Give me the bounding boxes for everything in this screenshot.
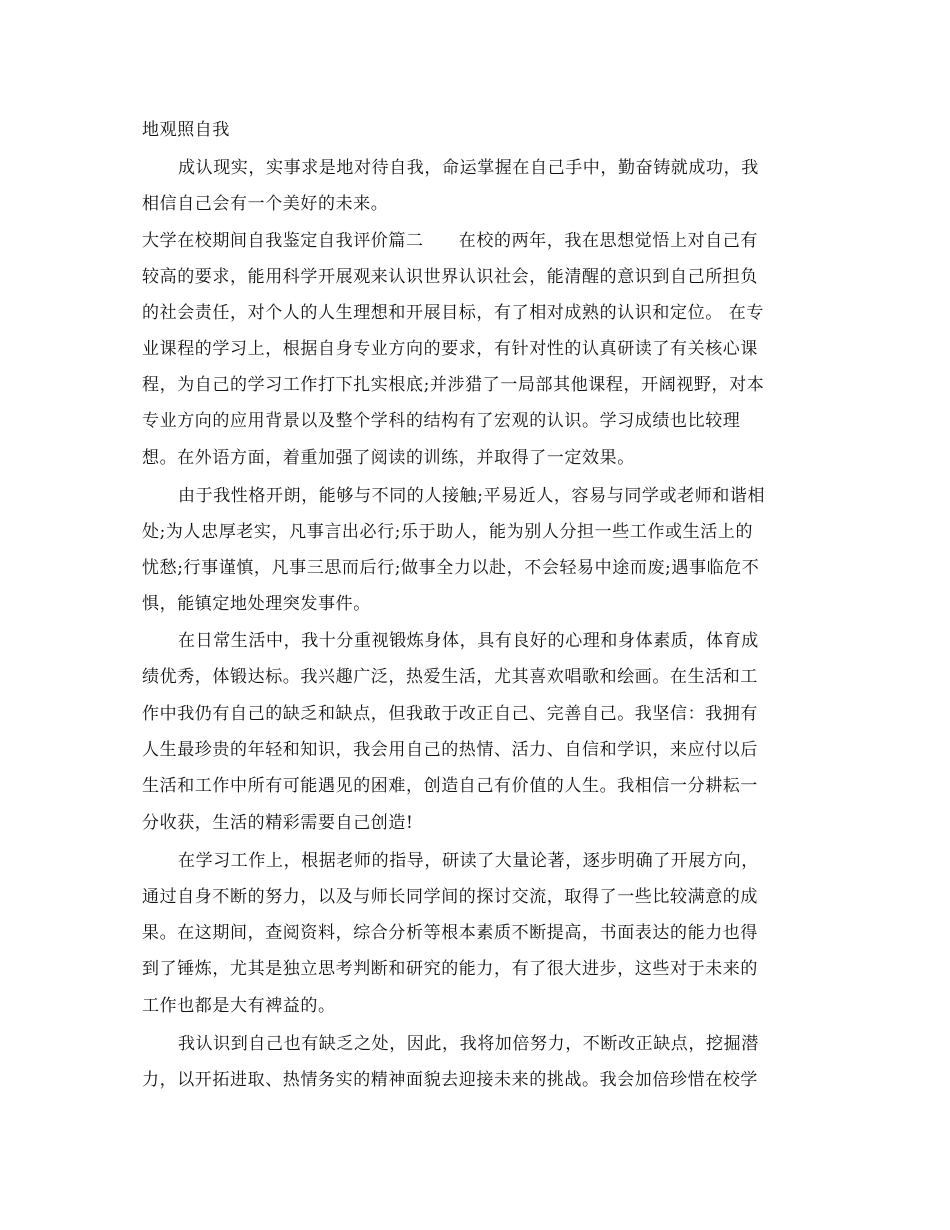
- paragraph-start-line: 我认识到自己也有缺乏之处，因此，我将加倍努力，不断改正缺点，挖掘潜: [178, 1034, 759, 1054]
- paragraph-start-line: 成认现实，实事求是地对待自我，命运掌握在自己手中，勤奋铸就成功，我: [178, 158, 759, 178]
- text-line: 绩优秀，体锻达标。我兴趣广泛，热爱生活，尤其喜欢唱歌和绘画。在生活和工: [142, 667, 758, 687]
- text-line: 果。在这期间，查阅资料，综合分析等根本素质不断提高，书面表达的能力也得: [142, 923, 758, 943]
- text-line: 到了锤炼，尤其是独立思考判断和研究的能力，有了很大进步，这些对于未来的: [142, 959, 758, 979]
- text-line: 惧，能镇定地处理突发事件。: [142, 594, 371, 614]
- text-line: 想。在外语方面，着重加强了阅读的训练，并取得了一定效果。: [142, 448, 635, 468]
- paragraph-start-line: 在学习工作上，根据老师的指导，研读了大量论著，逐步明确了开展方向，: [178, 851, 759, 871]
- text-line: 人生最珍贵的年轻和知识，我会用自己的热情、活力、自信和学识，来应付以后: [142, 740, 758, 760]
- text-line: 专业方向的应用背景以及整个学科的结构有了宏观的认识。学习成绩也比较理: [142, 411, 741, 431]
- text-line: 力，以开拓进取、热情务实的精神面貌去迎接未来的挑战。我会加倍珍惜在校学: [142, 1070, 758, 1090]
- text-line: 相信自己会有一个美好的未来。: [142, 194, 389, 214]
- text-line: 处;为人忠厚老实，凡事言出必行;乐于助人，能为别人分担一些工作或生活上的: [142, 522, 754, 542]
- text-line: 工作也都是大有裨益的。: [142, 996, 336, 1016]
- text-line: 地观照自我: [142, 120, 230, 140]
- text-line: 通过自身不断的努力，以及与师长同学间的探讨交流，取得了一些比较满意的成: [142, 887, 758, 907]
- paragraph-start-line: 在日常生活中，我十分重视锻炼身体，具有良好的心理和身体素质，体育成: [178, 631, 759, 651]
- text-line: 分收获，生活的精彩需要自己创造!: [142, 813, 414, 833]
- text-line: 较高的要求，能用科学开展观来认识世界认识社会，能清醒的意识到自己所担负: [142, 267, 758, 287]
- text-line: 作中我仍有自己的缺乏和缺点，但我敢于改正自己、完善自己。我坚信：我拥有: [142, 704, 758, 724]
- text-line: 的社会责任，对个人的人生理想和开展目标，有了相对成熟的认识和定位。 在专: [142, 303, 765, 323]
- text-line: 生活和工作中所有可能遇见的困难，创造自己有价值的人生。我相信一分耕耘一: [142, 776, 758, 796]
- text-line: 业课程的学习上，根据自身专业方向的要求，有针对性的认真研读了有关核心课: [142, 339, 758, 359]
- text-line: 忧愁;行事谨慎，凡事三思而后行;做事全力以赴，不会轻易中途而废;遇事临危不: [142, 558, 760, 578]
- text-line: 程，为自己的学习工作打下扎实根底;并涉猎了一局部其他课程，开阔视野，对本: [142, 375, 765, 395]
- section-heading-line: 大学在校期间自我鉴定自我评价篇二 在校的两年，我在思想觉悟上对自己有: [142, 231, 758, 251]
- paragraph-start-line: 由于我性格开朗，能够与不同的人接触;平易近人，容易与同学或老师和谐相: [178, 486, 766, 506]
